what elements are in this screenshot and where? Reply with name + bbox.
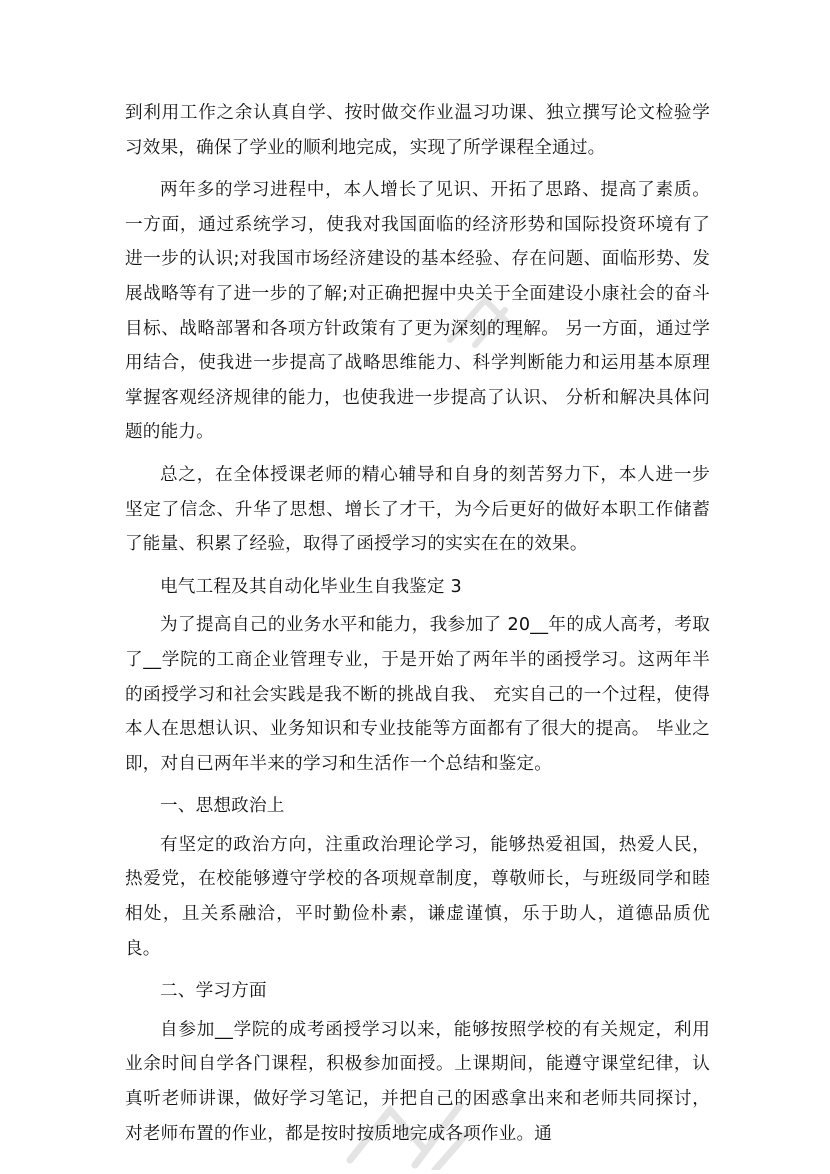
document-body (125, 96, 710, 1159)
section-title: 电气工程及其自动化毕业生自我鉴定 3 (160, 576, 462, 597)
paragraph: 为了提高自己的业务水平和能力，我参加了 20__年的成人高考，考取了__学院的工商企业管理专业，于是开始了两年半的函授学习。这两年半的函授学习和社会实践是我不断的挑战自我、 充实自己的一个过程，使得本人在思想认识、业务知识和专业技能等方面都有了很大的提高。 毕业之即，对自已两年半来的学习和生活作一个总结和鉴定。 (125, 615, 710, 774)
section-heading: 一、思想政治上 (160, 796, 285, 817)
paragraph: 自参加__学院的成考函授学习以来，能够按照学校的有关规定，利用业余时间自学各门课程，积极参加面授。上课期间，能遵守课堂纪律，认真听老师讲课，做好学习笔记，并把自己的困惑拿出来和老师共同探讨，对老师布置的作业，都是按时按质地完成各项作业。通 (125, 1019, 710, 1144)
paragraph: 到利用工作之余认真自学、按时做交作业温习功课、独立撰写论文检验学习效果，确保了学业的顺利地完成，实现了所学课程全通过。 (125, 103, 710, 158)
section-heading: 二、学习方面 (160, 981, 267, 1002)
paragraph: 总之，在全体授课老师的精心辅导和自身的刻苦努力下，本人进一步坚定了信念、升华了思想、增长了才干，为今后更好的做好本职工作储蓄了能量、积累了经验，取得了函授学习的实实在在的效果。 (125, 464, 710, 555)
paragraph: 有坚定的政治方向，注重政治理论学习，能够热爱祖国，热爱人民，热爱党，在校能够遵守学校的各项规章制度，尊敬师长，与班级同学和睦相处，且关系融洽，平时勤俭朴素，谦虚谨慎，乐于助人，道德品质优良。 (125, 834, 710, 959)
paragraph: 两年多的学习进程中，本人增长了见识、开拓了思路、提高了素质。 一方面，通过系统学习，使我对我国面临的经济形势和国际投资环境有了进一步的认识;对我国市场经济建设的基本经验、存在问题、面临形势、发展战略等有了进一步的了解;对正确把握中央关于全面建设小康社会的奋斗目标、战略部署和各项方针政策有了更为深刻的理解。 另一方面，通过学用结合，使我进一步提高了战略思维能力、科学判断能力和运用基本原理掌握客观经济规律的能力，也使我进一步提高了认识、 分析和解决具体问题的能力。 (125, 180, 710, 443)
